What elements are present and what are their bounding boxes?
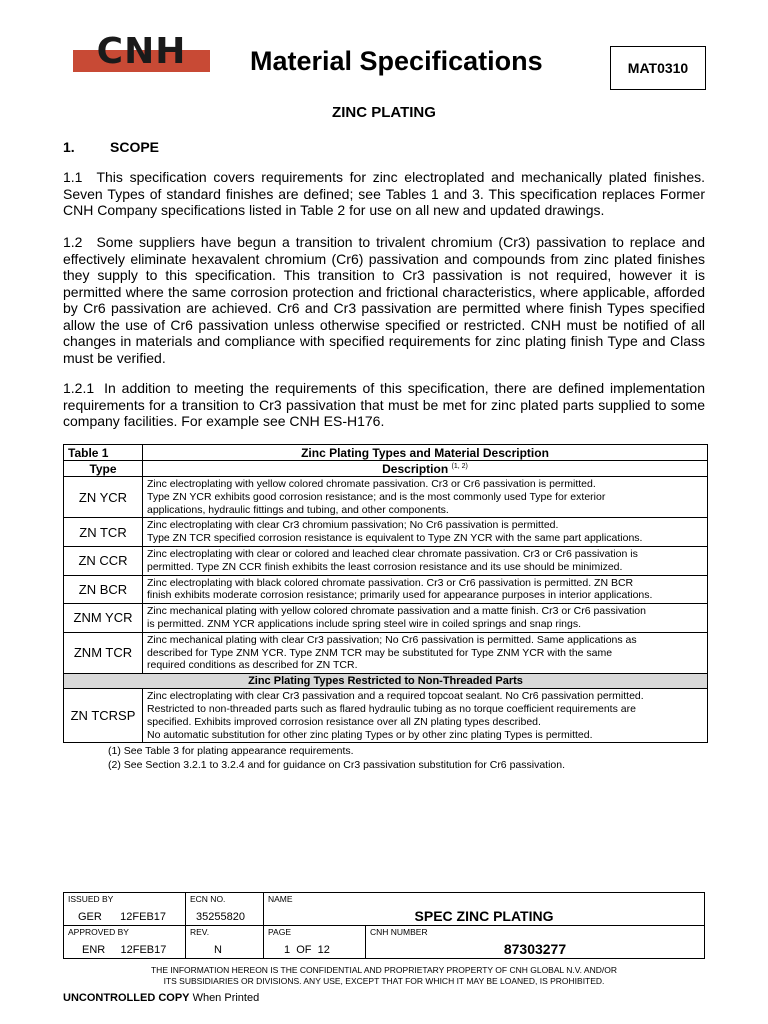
cnh-number-value: 87303277 [503, 941, 567, 957]
zinc-plating-types-table [63, 444, 708, 743]
paragraph-1-1 [63, 169, 705, 219]
restricted-types-header: Zinc Plating Types Restricted to Non-Threaded Parts [64, 674, 708, 689]
column-header-description: Description $^{(1, 2)}$ [143, 461, 708, 477]
table-title: Zinc Plating Types and Material Description [143, 445, 708, 461]
paragraph-number: 1.2.1 [63, 380, 95, 396]
table-row [64, 689, 708, 743]
type-cell: ZN TCR [64, 518, 143, 547]
name-cell: NAME SPEC ZINC PLATING [264, 893, 705, 926]
approved-by-cell: APPROVED BY ENR 12FEB17 [64, 926, 186, 959]
section-number: 1. [63, 139, 75, 155]
type-cell: ZN YCR [64, 477, 143, 518]
type-cell: ZNM TCR [64, 632, 143, 673]
ecn-cell: ECN NO. 35255820 [186, 893, 264, 926]
paragraph-1-2-1 [63, 380, 705, 430]
paragraph-text: Some suppliers have begun a transition to trivalent chromium (Cr3) passivation to replace and effectively eliminate hexavalent chromium (Cr6) passivation and compounds from zinc plated finishes they supply to this specification. This transition to Cr3 passivation is not required, however it is permitted where the same corrosion protection and frictional characteristics, where applicable, afforded by Cr6 passivation are achieved. Cr6 and Cr3 passivation are permitted where finish Types specified allow the use of Cr6 passivation unless otherwise specified or restricted. CNH must be notified of all changes in materials and compliance with specified requirements for zinc plating finish Type and Class must be verified. [63, 234, 705, 366]
table-note-1: (1) See Table 3 for plating appearance requirements. [108, 745, 354, 757]
paragraph-1-2 [63, 234, 705, 366]
paragraph-text: In addition to meeting the requirements of this specification, there are defined implementation requirements for a transition to Cr3 passivation that must be met for zinc plated parts supplied to some company facilities. For example see CNH ES-H176. [63, 380, 705, 429]
cnh-number-cell: CNH NUMBER 87303277 [366, 926, 705, 959]
paragraph-text: This specification covers requirements for zinc electroplated and mechanically plated finishes. Seven Types of standard finishes are defined; see Tables 1 and 3. This specification replaces Former CNH Company specifications listed in Table 2 for use on all new and updated drawings. [63, 169, 705, 218]
section-title: SCOPE [110, 139, 160, 155]
type-cell: ZNM YCR [64, 604, 143, 633]
description-cell: Zinc electroplating with clear Cr3 chromium passivation; No Cr6 passivation is permitted. Type ZN TCR specified corrosion resistance is equivalent to Type ZN YCR with the same part applications. [143, 518, 708, 547]
table-row [64, 604, 708, 633]
rev-value: N [214, 944, 222, 956]
logo-text: CNH [96, 31, 187, 72]
uncontrolled-copy-notice: UNCONTROLLED COPY When Printed [63, 992, 260, 1004]
table-row [64, 632, 708, 673]
table-label: Table 1 [64, 445, 143, 461]
title-block [63, 892, 705, 959]
type-cell: ZN BCR [64, 575, 143, 604]
document-code: MAT0310 [610, 46, 706, 90]
table-row [64, 546, 708, 575]
cnh-logo [73, 31, 210, 74]
type-cell: ZN TCRSP [64, 689, 143, 743]
description-cell: Zinc electroplating with clear or colored and leached clear chromate passivation. Cr3 or Cr6 passivation is permitted. Type ZN CCR finish exhibits the least corrosion resistance and its use should be minimized. [143, 546, 708, 575]
description-cell: Zinc electroplating with black colored chromate passivation. Cr3 or Cr6 passivation is permitted. ZN BCR finish exhibits moderate corrosion resistance; primarily used for appearance purposes in interior applications. [143, 575, 708, 604]
approved-by-value: ENR 12FEB17 [82, 944, 167, 956]
name-value: SPEC ZINC PLATING [414, 908, 554, 924]
spec-title: ZINC PLATING [332, 104, 436, 121]
description-cell: Zinc mechanical plating with yellow colored chromate passivation and a matte finish. Cr3 or Cr6 passivation is permitted. ZNM YCR applications include spring steel wire in coiled springs and snap rings. [143, 604, 708, 633]
issued-by-cell: ISSUED BY GER 12FEB17 [64, 893, 186, 926]
rev-cell: REV. N [186, 926, 264, 959]
confidentiality-notice: THE INFORMATION HEREON IS THE CONFIDENTIAL AND PROPRIETARY PROPERTY OF CNH GLOBAL N.V. AND/OR ITS SUBSIDIARIES OR DIVISIONS. ANY USE, EXCEPT THAT FOR WHICH IT MAY BE LOANED, IS PROHIBITED. [150, 965, 617, 986]
description-cell: Zinc electroplating with yellow colored chromate passivation. Cr3 or Cr6 passivation is permitted. Type ZN YCR exhibits good corrosion resistance; and is the most commonly used Type for exterior applications, hydraulic fittings and tubing, and other components. [143, 477, 708, 518]
document-title: Material Specifications [250, 46, 543, 76]
ecn-value: 35255820 [196, 911, 245, 923]
description-footnote-marker: (1, 2) [451, 462, 468, 470]
page-cell: PAGE 1 OF 12 [264, 926, 366, 959]
type-cell: ZN CCR [64, 546, 143, 575]
description-cell: Zinc mechanical plating with clear Cr3 passivation; No Cr6 passivation is permitted. Same applications as described for Type ZNM YCR. Type ZNM TCR may be substituted for Type ZNM YCR with the same required conditions as described for ZN TCR. [143, 632, 708, 673]
column-header-type: Type [64, 461, 143, 477]
table-row [64, 477, 708, 518]
issued-by-value: GER 12FEB17 [78, 911, 167, 923]
description-cell: Zinc electroplating with clear Cr3 passivation and a required topcoat sealant. No Cr6 passivation permitted. Restricted to non-threaded parts such as flared hydraulic tubing as no torque coefficient requirements are specified. Exhibits improved corrosion resistance over all ZN plating types described. No automatic substitution for other zinc plating Types or by other zinc plating Types is permitted. [143, 689, 708, 743]
table-note-2: (2) See Section 3.2.1 to 3.2.4 and for guidance on Cr3 passivation substitution for Cr6 passivation. [108, 759, 566, 771]
paragraph-number: 1.2 [63, 234, 83, 250]
table-row [64, 575, 708, 604]
page-value: 1 OF 12 [284, 944, 330, 956]
paragraph-number: 1.1 [63, 169, 83, 185]
table-row [64, 518, 708, 547]
